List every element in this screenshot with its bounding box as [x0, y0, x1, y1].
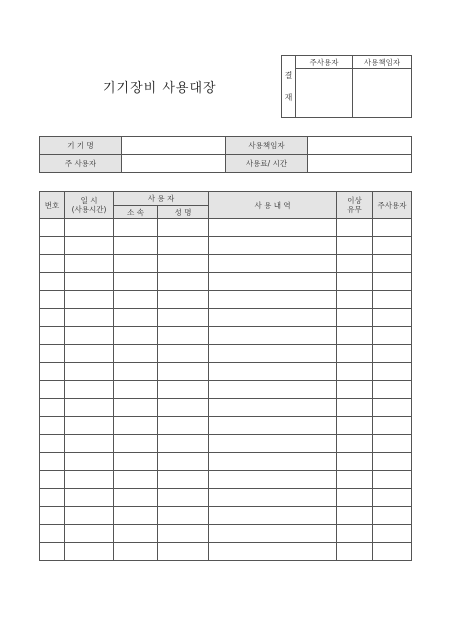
- row-datetime-cell[interactable]: [65, 471, 114, 489]
- row-number-cell[interactable]: [40, 471, 65, 489]
- row-name-cell[interactable]: [158, 291, 209, 309]
- table-row: [40, 363, 412, 381]
- row-issue-cell[interactable]: [337, 489, 373, 507]
- header-department: 소 속: [114, 206, 158, 219]
- row-main-user-cell[interactable]: [373, 507, 412, 525]
- row-datetime-cell[interactable]: [65, 543, 114, 561]
- table-row: [40, 291, 412, 309]
- header-datetime-bottom: (사용시간): [71, 205, 107, 214]
- row-usage-cell[interactable]: [209, 327, 337, 345]
- row-issue-cell[interactable]: [337, 291, 373, 309]
- row-name-cell[interactable]: [158, 489, 209, 507]
- row-number-cell[interactable]: [40, 291, 65, 309]
- row-issue-cell[interactable]: [337, 237, 373, 255]
- row-usage-cell[interactable]: [209, 381, 337, 399]
- row-main-user-cell[interactable]: [373, 345, 412, 363]
- row-name-cell[interactable]: [158, 219, 209, 237]
- row-department-cell[interactable]: [114, 543, 158, 561]
- table-row: [40, 453, 412, 471]
- row-datetime-cell[interactable]: [65, 219, 114, 237]
- row-number-cell[interactable]: [40, 399, 65, 417]
- row-usage-cell[interactable]: [209, 507, 337, 525]
- row-department-cell[interactable]: [114, 399, 158, 417]
- row-main-user-cell[interactable]: [373, 327, 412, 345]
- equipment-info-table: [39, 136, 412, 173]
- row-datetime-cell[interactable]: [65, 273, 114, 291]
- row-datetime-cell[interactable]: [65, 255, 114, 273]
- row-issue-cell[interactable]: [337, 471, 373, 489]
- approval-label-top: 결: [284, 70, 293, 80]
- row-usage-cell[interactable]: [209, 453, 337, 471]
- row-usage-cell[interactable]: [209, 309, 337, 327]
- row-department-cell[interactable]: [114, 363, 158, 381]
- row-datetime-cell[interactable]: [65, 381, 114, 399]
- table-row: [40, 489, 412, 507]
- row-issue-cell[interactable]: [337, 309, 373, 327]
- row-datetime-cell[interactable]: [65, 399, 114, 417]
- row-usage-cell[interactable]: [209, 489, 337, 507]
- row-usage-cell[interactable]: [209, 399, 337, 417]
- row-main-user-cell[interactable]: [373, 453, 412, 471]
- row-department-cell[interactable]: [114, 453, 158, 471]
- row-name-cell[interactable]: [158, 525, 209, 543]
- row-number-cell[interactable]: [40, 525, 65, 543]
- row-name-cell[interactable]: [158, 507, 209, 525]
- header-issue-top: 이상: [347, 196, 362, 205]
- table-row: [40, 255, 412, 273]
- row-number-cell[interactable]: [40, 381, 65, 399]
- approval-header-responsible: 사용책임자: [353, 56, 412, 69]
- header-datetime: [65, 192, 114, 219]
- approval-table: [281, 55, 412, 118]
- header-user-group: 사 용 자: [114, 192, 209, 206]
- row-usage-cell[interactable]: [209, 273, 337, 291]
- row-main-user-cell[interactable]: [373, 255, 412, 273]
- row-number-cell[interactable]: [40, 219, 65, 237]
- row-main-user-cell[interactable]: [373, 309, 412, 327]
- row-number-cell[interactable]: [40, 489, 65, 507]
- row-number-cell[interactable]: [40, 345, 65, 363]
- row-main-user-cell[interactable]: [373, 471, 412, 489]
- row-name-cell[interactable]: [158, 417, 209, 435]
- row-datetime-cell[interactable]: [65, 237, 114, 255]
- table-row: [40, 543, 412, 561]
- row-main-user-cell[interactable]: [373, 543, 412, 561]
- row-main-user-cell[interactable]: [373, 363, 412, 381]
- row-issue-cell[interactable]: [337, 255, 373, 273]
- row-main-user-cell[interactable]: [373, 381, 412, 399]
- row-issue-cell[interactable]: [337, 345, 373, 363]
- row-department-cell[interactable]: [114, 471, 158, 489]
- row-name-cell[interactable]: [158, 363, 209, 381]
- row-number-cell[interactable]: [40, 327, 65, 345]
- row-usage-cell[interactable]: [209, 345, 337, 363]
- row-number-cell[interactable]: [40, 435, 65, 453]
- row-issue-cell[interactable]: [337, 453, 373, 471]
- row-main-user-cell[interactable]: [373, 525, 412, 543]
- row-usage-cell[interactable]: [209, 417, 337, 435]
- row-department-cell[interactable]: [114, 435, 158, 453]
- row-datetime-cell[interactable]: [65, 417, 114, 435]
- row-datetime-cell[interactable]: [65, 327, 114, 345]
- equipment-name-label: 기 기 명: [40, 137, 122, 155]
- approval-label-cell: [282, 56, 296, 118]
- row-name-cell[interactable]: [158, 345, 209, 363]
- approval-header-main-user: 주사용자: [296, 56, 353, 69]
- approval-sign-responsible[interactable]: [353, 69, 412, 118]
- row-department-cell[interactable]: [114, 381, 158, 399]
- row-usage-cell[interactable]: [209, 219, 337, 237]
- row-name-cell[interactable]: [158, 273, 209, 291]
- responsible-person-label: 사용책임자: [226, 137, 308, 155]
- approval-sign-main-user[interactable]: [296, 69, 353, 118]
- row-issue-cell[interactable]: [337, 363, 373, 381]
- header-name: 성 명: [158, 206, 209, 219]
- row-issue-cell[interactable]: [337, 327, 373, 345]
- row-datetime-cell[interactable]: [65, 291, 114, 309]
- row-department-cell[interactable]: [114, 255, 158, 273]
- row-department-cell[interactable]: [114, 219, 158, 237]
- row-main-user-cell[interactable]: [373, 399, 412, 417]
- row-department-cell[interactable]: [114, 489, 158, 507]
- header-usage-details: 사 용 내 역: [209, 192, 337, 219]
- row-department-cell[interactable]: [114, 417, 158, 435]
- row-datetime-cell[interactable]: [65, 345, 114, 363]
- main-user-label: 주 사용자: [40, 155, 122, 173]
- table-row: [40, 471, 412, 489]
- row-datetime-cell[interactable]: [65, 525, 114, 543]
- row-issue-cell[interactable]: [337, 543, 373, 561]
- row-usage-cell[interactable]: [209, 363, 337, 381]
- row-usage-cell[interactable]: [209, 291, 337, 309]
- row-name-cell[interactable]: [158, 399, 209, 417]
- document-title: 기기장비 사용대장: [103, 81, 217, 96]
- row-number-cell[interactable]: [40, 453, 65, 471]
- row-main-user-cell[interactable]: [373, 219, 412, 237]
- approval-label-bottom: 재: [284, 92, 293, 102]
- row-main-user-cell[interactable]: [373, 417, 412, 435]
- row-number-cell[interactable]: [40, 255, 65, 273]
- row-number-cell[interactable]: [40, 417, 65, 435]
- row-issue-cell[interactable]: [337, 525, 373, 543]
- row-datetime-cell[interactable]: [65, 489, 114, 507]
- row-name-cell[interactable]: [158, 453, 209, 471]
- table-row: [40, 507, 412, 525]
- row-datetime-cell[interactable]: [65, 363, 114, 381]
- table-row: [40, 237, 412, 255]
- row-department-cell[interactable]: [114, 237, 158, 255]
- usage-log-table: [39, 191, 412, 561]
- row-datetime-cell[interactable]: [65, 453, 114, 471]
- row-name-cell[interactable]: [158, 543, 209, 561]
- table-row: [40, 309, 412, 327]
- row-number-cell[interactable]: [40, 237, 65, 255]
- table-row: [40, 417, 412, 435]
- row-main-user-cell[interactable]: [373, 237, 412, 255]
- table-row: [40, 399, 412, 417]
- usage-fee-field[interactable]: [308, 155, 412, 173]
- row-datetime-cell[interactable]: [65, 507, 114, 525]
- table-row: [40, 327, 412, 345]
- row-main-user-cell[interactable]: [373, 435, 412, 453]
- row-name-cell[interactable]: [158, 327, 209, 345]
- equipment-name-field[interactable]: [122, 137, 226, 155]
- header-main-user: 주사용자: [373, 192, 412, 219]
- row-usage-cell[interactable]: [209, 237, 337, 255]
- row-department-cell[interactable]: [114, 345, 158, 363]
- row-datetime-cell[interactable]: [65, 309, 114, 327]
- row-department-cell[interactable]: [114, 291, 158, 309]
- row-department-cell[interactable]: [114, 273, 158, 291]
- row-datetime-cell[interactable]: [65, 435, 114, 453]
- row-number-cell[interactable]: [40, 309, 65, 327]
- row-issue-cell[interactable]: [337, 399, 373, 417]
- row-usage-cell[interactable]: [209, 525, 337, 543]
- row-number-cell[interactable]: [40, 363, 65, 381]
- row-main-user-cell[interactable]: [373, 291, 412, 309]
- row-name-cell[interactable]: [158, 381, 209, 399]
- row-name-cell[interactable]: [158, 471, 209, 489]
- row-usage-cell[interactable]: [209, 471, 337, 489]
- row-issue-cell[interactable]: [337, 381, 373, 399]
- row-name-cell[interactable]: [158, 237, 209, 255]
- row-usage-cell[interactable]: [209, 543, 337, 561]
- row-department-cell[interactable]: [114, 327, 158, 345]
- main-user-field[interactable]: [122, 155, 226, 173]
- row-department-cell[interactable]: [114, 309, 158, 327]
- row-department-cell[interactable]: [114, 525, 158, 543]
- row-issue-cell[interactable]: [337, 219, 373, 237]
- row-usage-cell[interactable]: [209, 255, 337, 273]
- usage-log-body: [40, 219, 412, 561]
- header-issue: [337, 192, 373, 219]
- header-issue-bottom: 유무: [347, 205, 362, 214]
- row-name-cell[interactable]: [158, 255, 209, 273]
- table-row: [40, 219, 412, 237]
- table-row: [40, 273, 412, 291]
- responsible-person-field[interactable]: [308, 137, 412, 155]
- row-main-user-cell[interactable]: [373, 489, 412, 507]
- header-number: 번호: [40, 192, 65, 219]
- row-name-cell[interactable]: [158, 309, 209, 327]
- table-row: [40, 525, 412, 543]
- row-number-cell[interactable]: [40, 273, 65, 291]
- row-number-cell[interactable]: [40, 543, 65, 561]
- row-issue-cell[interactable]: [337, 273, 373, 291]
- usage-fee-label: 사용료/ 시간: [226, 155, 308, 173]
- table-row: [40, 435, 412, 453]
- table-row: [40, 381, 412, 399]
- row-name-cell[interactable]: [158, 435, 209, 453]
- table-row: [40, 345, 412, 363]
- header-datetime-top: 일 시: [80, 196, 98, 205]
- row-issue-cell[interactable]: [337, 507, 373, 525]
- row-department-cell[interactable]: [114, 507, 158, 525]
- row-usage-cell[interactable]: [209, 435, 337, 453]
- row-issue-cell[interactable]: [337, 417, 373, 435]
- row-main-user-cell[interactable]: [373, 273, 412, 291]
- row-number-cell[interactable]: [40, 507, 65, 525]
- row-issue-cell[interactable]: [337, 435, 373, 453]
